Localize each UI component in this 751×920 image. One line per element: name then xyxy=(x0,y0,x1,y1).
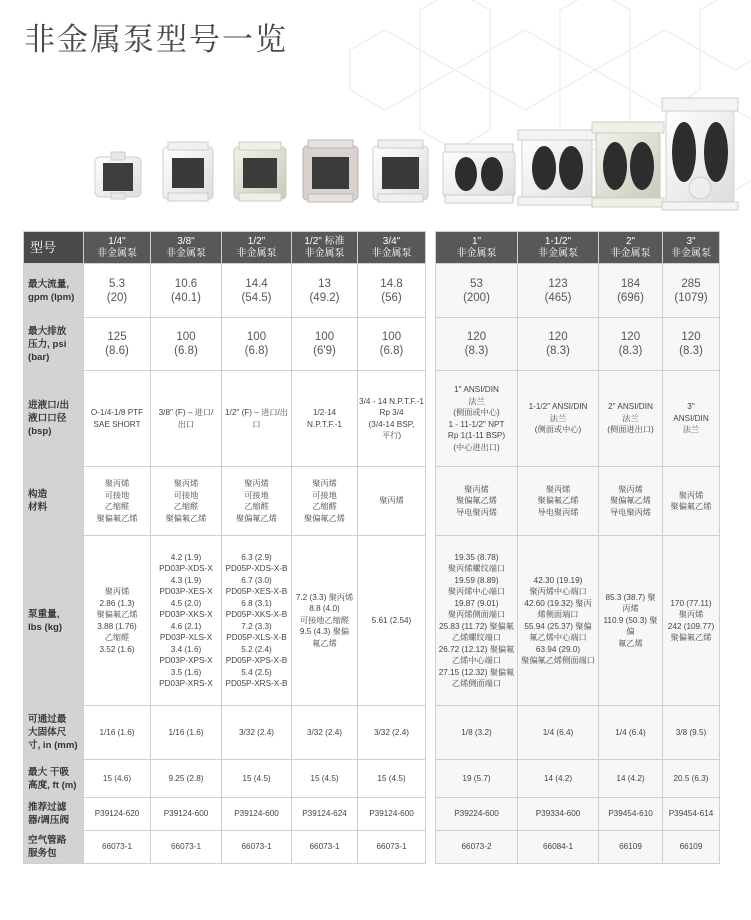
column-gap xyxy=(426,536,436,706)
table-cell: 100 (6.8) xyxy=(358,318,426,371)
table-row xyxy=(24,760,720,798)
table-cell: 3/32 (2.4) xyxy=(222,706,292,760)
column-type: 非金属泵 xyxy=(456,247,497,259)
table-cell: 125 (8.6) xyxy=(84,318,151,371)
table-cell: P39124-624 xyxy=(292,798,358,831)
column-gap xyxy=(426,264,436,318)
table-cell: 66084-1 xyxy=(518,831,599,864)
row-label: 进液口/出 液口口径 (bsp) xyxy=(24,371,84,467)
pump-1-4-icon xyxy=(95,152,141,199)
row-label: 泵重量, lbs (kg) xyxy=(24,536,84,706)
table-cell: 14.4 (54.5) xyxy=(222,264,292,318)
pump-3-icon xyxy=(662,98,738,210)
table-cell: 15 (4.5) xyxy=(222,760,292,798)
table-row xyxy=(24,831,720,864)
column-header xyxy=(84,232,151,264)
table-cell: 聚丙烯 聚偏氟乙烯 导电聚丙烯 xyxy=(518,467,599,536)
table-cell: 14 (4.2) xyxy=(518,760,599,798)
table-cell: P39224-600 xyxy=(436,798,518,831)
table-cell: 123 (465) xyxy=(518,264,599,318)
column-size: 1/2" xyxy=(247,235,266,247)
column-size: 3" xyxy=(686,235,696,247)
pump-3-8-icon xyxy=(163,142,213,201)
table-cell: 120 (8.3) xyxy=(663,318,720,371)
table-cell: 13 (49.2) xyxy=(292,264,358,318)
table-cell: 15 (4.5) xyxy=(292,760,358,798)
column-header xyxy=(151,232,222,264)
row-label: 最大 干吸 高度, ft (m) xyxy=(24,760,84,798)
table-cell: 3/32 (2.4) xyxy=(292,706,358,760)
table-cell: 20.5 (6.3) xyxy=(663,760,720,798)
table-cell: P39454-614 xyxy=(663,798,720,831)
table-cell: P39124-620 xyxy=(84,798,151,831)
table-cell: 85.3 (38.7) 聚 丙烯 110.9 (50.3) 聚偏 氟乙烯 xyxy=(599,536,663,706)
column-size: 1-1/2" xyxy=(544,235,572,247)
table-cell: 120 (8.3) xyxy=(518,318,599,371)
pump-1-2-icon xyxy=(234,142,286,201)
column-size: 1/4" xyxy=(108,235,126,247)
table-cell: 1/16 (1.6) xyxy=(151,706,222,760)
column-size: 3/8" xyxy=(177,235,195,247)
table-cell: 19.35 (8.78) 聚丙烯螺纹端口 19.59 (8.89) 聚丙烯中心端口 19.87 (9.01) 聚丙烯侧面端口 25.83 (11.72) 聚偏氟 乙烯螺纹端口 26.72 (12.12) 聚偏氟 乙烯中心端口 27.15 (12.32) 聚偏氟 乙烯侧面端口 xyxy=(436,536,518,706)
table-row xyxy=(24,536,720,706)
table-cell: 1/16 (1.6) xyxy=(84,706,151,760)
column-gap xyxy=(426,232,436,264)
table-cell: P39124-600 xyxy=(358,798,426,831)
column-gap xyxy=(426,831,436,864)
table-cell: 100 (6.8) xyxy=(222,318,292,371)
row-label: 推荐过滤 器/调压阀 xyxy=(24,798,84,831)
pump-lineup xyxy=(0,0,751,230)
table-cell: 聚丙烯 xyxy=(358,467,426,536)
pump-3-4-icon xyxy=(373,140,428,202)
table-cell: 66073-1 xyxy=(292,831,358,864)
table-cell: 1-1/2" ANSI/DIN 法兰 (侧面或中心) xyxy=(518,371,599,467)
column-type: 非金属泵 xyxy=(236,247,277,259)
table-cell: 1/4 (6.4) xyxy=(599,706,663,760)
column-header xyxy=(222,232,292,264)
column-header xyxy=(663,232,720,264)
table-cell: 66073-1 xyxy=(222,831,292,864)
table-cell: 3" ANSI/DIN 法兰 xyxy=(663,371,720,467)
table-cell: 3/8" (F) – 进口/ 出口 xyxy=(151,371,222,467)
table-cell: 7.2 (3.3) 聚丙烯 8.8 (4.0) 可接地乙缩醛 9.5 (4.3) 聚偏 氟乙烯 xyxy=(292,536,358,706)
column-gap xyxy=(426,318,436,371)
column-size: 1" xyxy=(471,235,482,247)
table-cell: 聚丙烯 可接地 乙缩醛 聚偏氟乙烯 xyxy=(84,467,151,536)
table-cell: 2" ANSI/DIN 法兰 (侧面进出口) xyxy=(599,371,663,467)
table-cell: 10.6 (40.1) xyxy=(151,264,222,318)
table-cell: 66073-2 xyxy=(436,831,518,864)
row-label: 空气管路 服务包 xyxy=(24,831,84,864)
pump-2-icon xyxy=(592,122,664,207)
table-cell: P39124-600 xyxy=(151,798,222,831)
column-gap xyxy=(426,706,436,760)
row-label: 最大排放 压力, psi (bar) xyxy=(24,318,84,371)
table-cell: 19 (5.7) xyxy=(436,760,518,798)
table-row xyxy=(24,706,720,760)
row-label: 可通过最 大固体尺 寸, in (mm) xyxy=(24,706,84,760)
table-cell: 120 (8.3) xyxy=(436,318,518,371)
table-cell: 66073-1 xyxy=(151,831,222,864)
table-cell: 14 (4.2) xyxy=(599,760,663,798)
table-cell: 1/4 (6.4) xyxy=(518,706,599,760)
column-type: 非金属泵 xyxy=(166,247,206,259)
table-cell: 100 (6.8) xyxy=(151,318,222,371)
table-cell: 5.3 (20) xyxy=(84,264,151,318)
table-cell: 3/8 (9.5) xyxy=(663,706,720,760)
table-row xyxy=(24,371,720,467)
column-gap xyxy=(426,467,436,536)
table-cell: 3/4 - 14 N.P.T.F.-1 Rp 3/4 (3/4-14 BSP, 平行) xyxy=(358,371,426,467)
table-cell: 聚丙烯 可接地 乙缩醛 聚偏氟乙烯 xyxy=(222,467,292,536)
table-cell: 15 (4.6) xyxy=(84,760,151,798)
column-gap xyxy=(426,798,436,831)
pump-1-icon xyxy=(443,144,515,203)
column-type: 非金属泵 xyxy=(671,247,711,259)
column-header xyxy=(436,232,518,264)
table-cell: 285 (1079) xyxy=(663,264,720,318)
table-cell: 66109 xyxy=(663,831,720,864)
table-cell: 1/2-14 N.P.T.F.-1 xyxy=(292,371,358,467)
table-cell: 66109 xyxy=(599,831,663,864)
table-cell: O-1/4-1/8 PTF SAE SHORT xyxy=(84,371,151,467)
table-cell: 9.25 (2.8) xyxy=(151,760,222,798)
table-cell: 5.61 (2.54) xyxy=(358,536,426,706)
table-cell: 1" ANSI/DIN 法兰 (侧面或中心) 1 - 11-1/2" NPT Rp 1(1-11 BSP) (中心进出口) xyxy=(436,371,518,467)
column-type: 非金属泵 xyxy=(304,247,345,259)
table-header-row xyxy=(24,232,720,264)
column-header xyxy=(292,232,358,264)
table-cell: 66073-1 xyxy=(84,831,151,864)
pump-1-1-2-icon xyxy=(518,130,596,205)
row-label: 构造 材料 xyxy=(24,467,84,536)
table-cell: P39334-600 xyxy=(518,798,599,831)
column-size: 3/4" xyxy=(382,235,401,247)
table-cell: 聚丙烯 聚偏氟乙烯 导电聚丙烯 xyxy=(599,467,663,536)
table-cell: 100 (6'9) xyxy=(292,318,358,371)
column-gap xyxy=(426,371,436,467)
table-cell: 42.30 (19.19) 聚丙烯中心端口 42.60 (19.32) 聚丙 烯侧面端口 55.94 (25.37) 聚偏 氟乙烯中心端口 63.94 (29.0) 聚偏氟乙烯侧面端口 xyxy=(518,536,599,706)
column-type: 非金属泵 xyxy=(538,247,578,259)
column-type: 非金属泵 xyxy=(610,247,651,259)
table-cell: 聚丙烯 聚偏氟乙烯 导电聚丙烯 xyxy=(436,467,518,536)
table-cell: 14.8 (56) xyxy=(358,264,426,318)
table-cell: 聚丙烯 可接地 乙缩醛 聚偏氟乙烯 xyxy=(151,467,222,536)
table-cell: 1/8 (3.2) xyxy=(436,706,518,760)
table-cell: 1/2" (F) – 进口/出口 xyxy=(222,371,292,467)
row-label: 最大流量, gpm (lpm) xyxy=(24,264,84,318)
table-row xyxy=(24,467,720,536)
table-cell: P39454-610 xyxy=(599,798,663,831)
table-cell: 15 (4.5) xyxy=(358,760,426,798)
column-size: 2" xyxy=(625,235,636,247)
column-type: 非金属泵 xyxy=(97,247,137,259)
column-type: 非金属泵 xyxy=(371,247,412,259)
column-gap xyxy=(426,760,436,798)
table-cell: 3/32 (2.4) xyxy=(358,706,426,760)
table-cell: 聚丙烯 2.86 (1.3) 聚偏氟乙烯 3.88 (1.76) 乙缩醛 3.52 (1.6) xyxy=(84,536,151,706)
column-size: 1/2" 标准 xyxy=(304,235,345,247)
table-cell: 53 (200) xyxy=(436,264,518,318)
table-cell: 120 (8.3) xyxy=(599,318,663,371)
table-row xyxy=(24,318,720,371)
pump-1-2-std-icon xyxy=(303,140,358,202)
page-title: 非金属泵型号一览 xyxy=(24,22,288,58)
table-cell: 66073-1 xyxy=(358,831,426,864)
table-cell: 4.2 (1.9) PD03P-XDS-X 4.3 (1.9) PD03P-XES-X 4.5 (2.0) PD03P-XKS-X 4.6 (2.1) PD03P-XLS-X 3.4 (1.6) PD03P-XPS-X 3.5 (1.6) PD03P-XRS-X xyxy=(151,536,222,706)
table-cell: 聚丙烯 聚偏氟乙烯 xyxy=(663,467,720,536)
table-row xyxy=(24,264,720,318)
column-header xyxy=(358,232,426,264)
table-cell: 184 (696) xyxy=(599,264,663,318)
header-label: 型号 xyxy=(24,232,84,264)
table-cell: 170 (77.11) 聚丙烯 242 (109.77) 聚偏氟乙烯 xyxy=(663,536,720,706)
column-header xyxy=(518,232,599,264)
pump-spec-table xyxy=(23,231,720,864)
table-cell: P39124-600 xyxy=(222,798,292,831)
table-cell: 聚丙烯 可接地 乙缩醛 聚偏氟乙烯 xyxy=(292,467,358,536)
table-row xyxy=(24,798,720,831)
table-cell: 6.3 (2.9) PD05P-XDS-X-B 6.7 (3.0) PD05P-XES-X-B 6.8 (3.1) PD05P-XKS-X-B 7.2 (3.3) PD05P-XLS-X-B 5.2 (2.4) PD05P-XPS-X-B 5.4 (2.5) PD05P-XRS-X-B xyxy=(222,536,292,706)
column-header xyxy=(599,232,663,264)
